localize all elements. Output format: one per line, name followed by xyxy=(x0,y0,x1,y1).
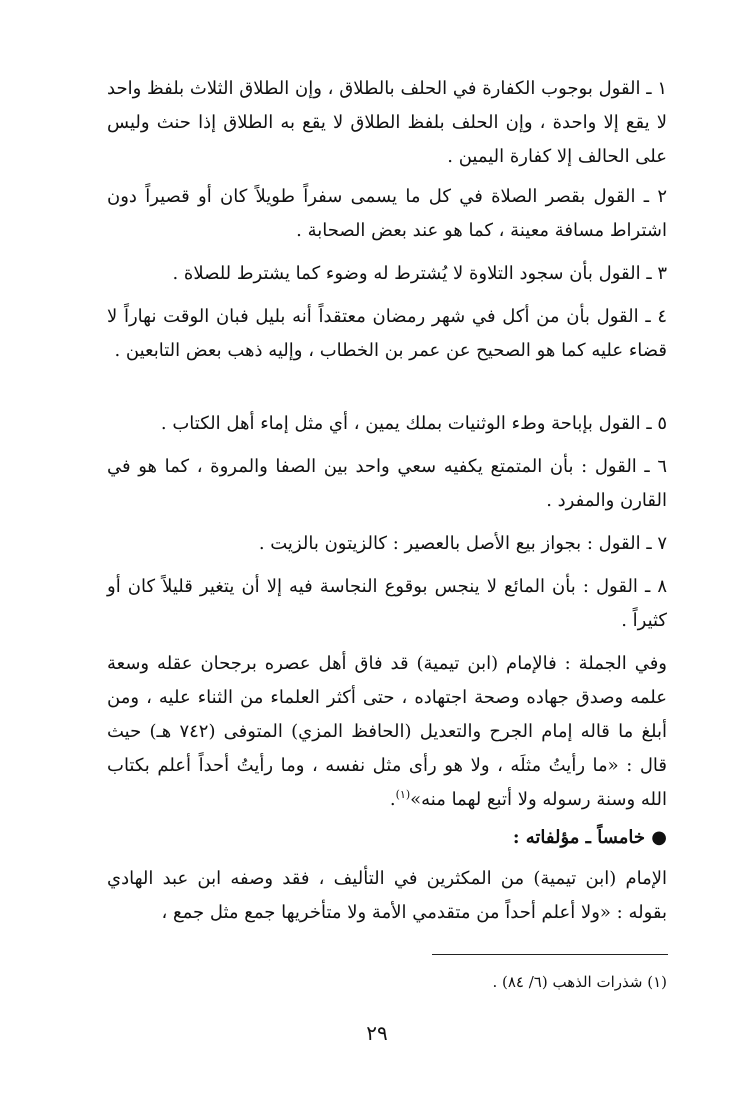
paragraph-2: ٢ ـ القول بقصر الصلاة في كل ما يسمى سفراً طويلاً كان أو قصيراً دون اشتراط مسافة معينة ، كما هو عند بعض الصحابة . xyxy=(107,186,667,241)
page-number: ٢٩ xyxy=(366,1021,388,1045)
paragraph-1: ١ ـ القول بوجوب الكفارة في الحلف بالطلاق ، وإن الطلاق الثلاث بلفظ واحد لا يقع إلا واحدة ، وإن الحلف بلفظ الطلاق لا يقع به الطلاق إذا حنث وليس على الحالف إلا كفارة اليمين . xyxy=(107,78,667,167)
paragraph-works: الإمام (ابن تيمية) من المكثرين في التأليف ، فقد وصفه ابن عبد الهادي بقوله : «ولا أعلم أحداً من متقدمي الأمة ولا متأخريها جمع مثل جمع ، xyxy=(107,868,667,923)
footnote-reference[interactable]: (١) xyxy=(395,788,411,801)
paragraph-3: ٣ ـ القول بأن سجود التلاوة لا يُشترط له وضوء كما يشترط للصلاة . xyxy=(172,263,667,284)
paragraph-8: ٨ ـ القول : بأن المائع لا ينجس بوقوع النجاسة فيه إلا أن يتغير قليلاً كان أو كثيراً . xyxy=(107,576,667,631)
paragraph-4: ٤ ـ القول بأن من أكل في شهر رمضان معتقداً أنه بليل فبان الوقت نهاراً لا قضاء عليه كما هو الصحيح عن عمر بن الخطاب ، وإليه ذهب بعض التابعين . xyxy=(107,306,667,361)
paragraph-summary-text: وفي الجملة : فالإمام (ابن تيمية) قد فاق أهل عصره برجحان عقله وسعة علمه وصدق جهاده وصحة اجتهاده ، حتى أكثر العلماء من الثناء عليه ، ومن أبلغ ما قاله إمام الجرح والتعديل (الحافظ المزي) المتوفى (٧٤٢ هـ) حيث قال : «ما رأيتُ مثلَه ، ولا هو رأى مثل نفسه ، وما رأيتُ أحداً أعلم بكتاب الله وسنة رسوله ولا أتبع لهما منه» xyxy=(107,653,667,810)
footnote: (١) شذرات الذهب (٦/ ٨٤) . xyxy=(492,973,667,991)
paragraph-summary xyxy=(107,647,667,817)
footnote-divider xyxy=(432,954,668,955)
paragraph-summary-end: . xyxy=(389,789,396,810)
paragraph-5: ٥ ـ القول بإباحة وطء الوثنيات بملك يمين ، أي مثل إماء أهل الكتاب . xyxy=(160,413,667,434)
section-heading: ● خامساً ـ مؤلفاته : xyxy=(512,827,667,848)
paragraph-7: ٧ ـ القول : بجواز بيع الأصل بالعصير : كالزيتون بالزيت . xyxy=(258,533,667,554)
paragraph-6: ٦ ـ القول : بأن المتمتع يكفيه سعي واحد بين الصفا والمروة ، كما هو في القارن والمفرد . xyxy=(107,456,667,511)
